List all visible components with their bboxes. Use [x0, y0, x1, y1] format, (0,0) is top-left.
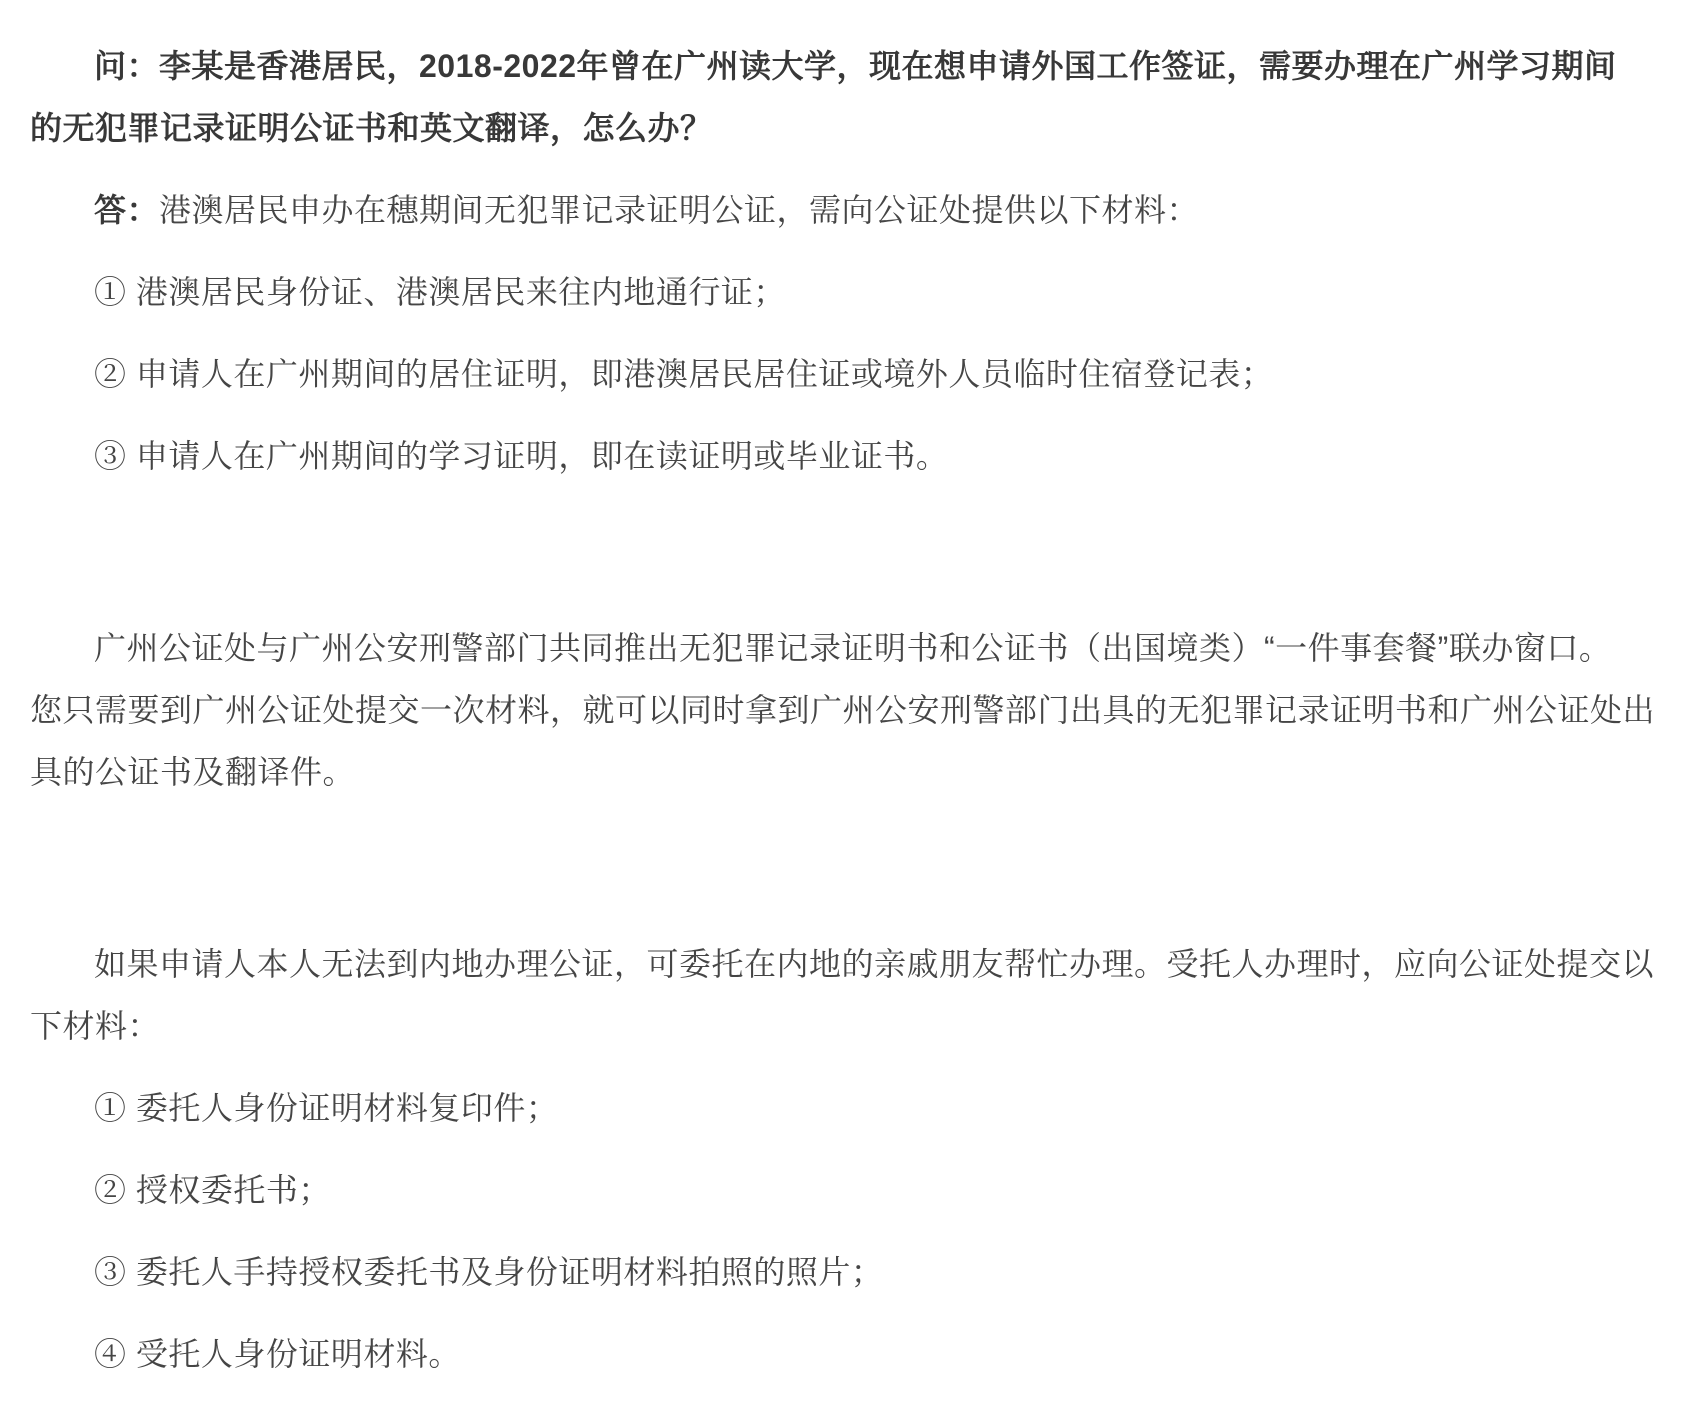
joint-window-line-2: 您只需要到广州公证处提交一次材料，就可以同时拿到广州公安刑警部门出具的无犯罪记录证明书和广州公证处出 [30, 692, 1656, 728]
entrust-material-item-4: ④ 受托人身份证明材料。 [94, 1336, 461, 1372]
entrust-material-item-3: ③ 委托人手持授权委托书及身份证明材料拍照的照片； [94, 1254, 884, 1290]
entrust-line-2: 下材料： [30, 1008, 161, 1044]
answer-intro-line [30, 179, 1615, 241]
entrust-paragraph [30, 933, 1655, 1057]
entrust-material-item-1: ① 委托人身份证明材料复印件； [94, 1090, 559, 1126]
answer-label: 答： [94, 192, 160, 228]
entrust-line-1: 如果申请人本人无法到内地办理公证，可委托在内地的亲戚朋友帮忙办理。受托人办理时，应向公证处提交以 [94, 946, 1655, 982]
joint-window-line-1: 广州公证处与广州公安刑警部门共同推出无犯罪记录证明书和公证书（出国境类）“一件事套餐”联办窗口。 [94, 630, 1612, 666]
answer-intro-paragraph [30, 179, 1615, 241]
material-item [30, 425, 1615, 487]
section-gap [30, 507, 1615, 597]
entrust-material-item-2: ② 授权委托书； [94, 1172, 331, 1208]
section-gap [30, 823, 1615, 913]
material-item-3: ③ 申请人在广州期间的学习证明，即在读证明或毕业证书。 [94, 438, 949, 474]
entrust-material-item [30, 1241, 1615, 1303]
question-paragraph [30, 35, 1615, 159]
material-item-1: ① 港澳居民身份证、港澳居民来往内地通行证； [94, 274, 786, 310]
entrust-material-item [30, 1159, 1615, 1221]
material-item [30, 261, 1615, 323]
material-item-2: ② 申请人在广州期间的居住证明，即港澳居民居住证或境外人员临时住宿登记表； [94, 356, 1274, 392]
question-line-1: 问：李某是香港居民，2018-2022年曾在广州读大学，现在想申请外国工作签证，需要办理在广州学习期间 [94, 48, 1617, 84]
material-item [30, 343, 1615, 405]
entrust-material-item [30, 1077, 1615, 1139]
joint-window-paragraph [30, 617, 1656, 803]
question-line-2: 的无犯罪记录证明公证书和英文翻译，怎么办？ [30, 110, 713, 146]
joint-window-line-3: 具的公证书及翻译件。 [30, 754, 356, 790]
entrust-material-item [30, 1323, 1615, 1385]
answer-intro-text: 港澳居民申办在穗期间无犯罪记录证明公证，需向公证处提供以下材料： [159, 192, 1200, 228]
